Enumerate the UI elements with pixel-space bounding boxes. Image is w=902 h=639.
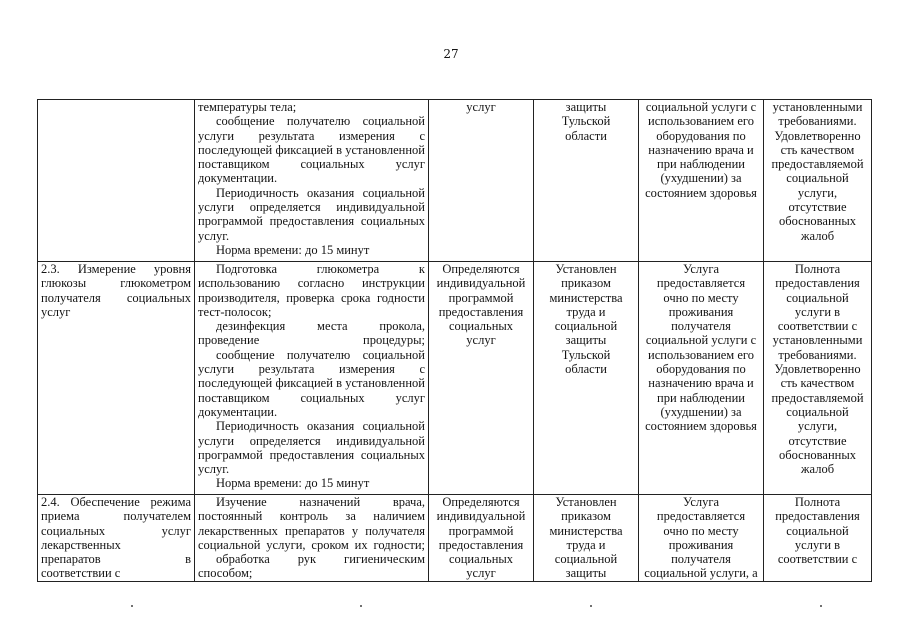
cell-line: приема получателем xyxy=(41,509,191,524)
cell-line: министерства xyxy=(549,290,623,305)
cell-line: социальной xyxy=(554,552,618,567)
scan-dot xyxy=(590,605,592,607)
cell-line: использованием его xyxy=(648,114,754,129)
cell-col2 xyxy=(195,100,429,262)
cell-line: предоставления xyxy=(775,276,860,291)
cell-col1 xyxy=(38,262,195,495)
cell-line: Определяются xyxy=(442,262,520,276)
cell-line: социальной услуги с xyxy=(645,100,757,114)
scan-marks xyxy=(0,605,902,615)
cell-line: получателя xyxy=(671,552,731,567)
cell-line: состоянием здоровья xyxy=(645,419,757,434)
services-table xyxy=(37,99,872,582)
cell-line: обоснованных xyxy=(779,447,856,462)
cell-line: социальной услуги с xyxy=(645,333,757,348)
cell-line: Полнота xyxy=(794,495,841,509)
cell-line: лекарственных xyxy=(41,537,121,552)
cell-line: социальной xyxy=(786,290,849,305)
cell-line: проживания xyxy=(668,537,734,552)
scan-dot xyxy=(820,605,822,607)
cell-col5 xyxy=(639,262,764,495)
cell-line: области xyxy=(565,362,607,377)
cell-col5 xyxy=(639,100,764,262)
cell-line: получателя xyxy=(671,319,731,334)
cell-line: требованиями. xyxy=(778,114,857,129)
cell-line: социальной услуги, а xyxy=(644,566,758,581)
cell-col1 xyxy=(38,495,195,582)
cell-col3 xyxy=(429,100,534,262)
cell-line: программой xyxy=(448,523,514,538)
cell-line: защиты xyxy=(565,333,607,348)
paragraph: температуры тела; xyxy=(198,100,297,114)
cell-line: отсутствие xyxy=(788,433,847,448)
cell-line: министерства xyxy=(549,523,623,538)
cell-line: Определяются xyxy=(442,495,520,509)
table-row xyxy=(38,262,872,495)
cell-line: сть качеством xyxy=(780,376,855,391)
cell-line: глюкозы глюкометром xyxy=(41,276,191,291)
cell-line: предоставления xyxy=(775,509,860,524)
cell-line: установленными xyxy=(772,333,863,348)
cell-line: соответствии с xyxy=(777,319,858,334)
paragraph: сообщение получателю социальной услуги результата измерения с последующей фиксацией в установленной поставщиком социальных услуг документации. xyxy=(198,347,425,419)
cell-line: услуг xyxy=(41,304,71,319)
table-row xyxy=(38,100,872,262)
cell-col3 xyxy=(429,495,534,582)
cell-line: жалоб xyxy=(800,462,835,477)
cell-line: предоставления xyxy=(438,304,524,319)
cell-line: индивидуальной xyxy=(436,509,526,524)
cell-line: труда и xyxy=(566,537,606,552)
cell-col6 xyxy=(764,262,872,495)
cell-line: (ухудшении) за xyxy=(660,171,742,186)
cell-line: Услуга xyxy=(682,262,720,276)
cell-line: Тульской xyxy=(561,347,611,362)
cell-line: защиты xyxy=(565,100,607,114)
paragraph: обработка рук гигиеническим способом; xyxy=(198,552,425,581)
cell-line: услуг xyxy=(466,100,496,114)
cell-line: сть качеством xyxy=(780,142,855,157)
cell-line: социальной xyxy=(554,319,618,334)
cell-line: назначению врача и xyxy=(648,376,754,391)
cell-line: услуг xyxy=(466,566,496,581)
cell-col6 xyxy=(764,495,872,582)
cell-line: оборудования по xyxy=(656,128,746,143)
paragraph: сообщение получателю социальной услуги результата измерения с последующей фиксацией в установленной поставщиком социальных услуг документации. xyxy=(198,114,425,186)
cell-line: индивидуальной xyxy=(436,276,526,291)
cell-line: проживания xyxy=(668,304,734,319)
cell-col4 xyxy=(534,100,639,262)
paragraph: Норма времени: до 15 минут xyxy=(216,242,370,257)
cell-line: (ухудшении) за xyxy=(660,404,742,419)
cell-line: соответствии с xyxy=(777,552,858,567)
cell-line: Удовлетворенно xyxy=(774,362,861,377)
cell-col2 xyxy=(195,495,429,582)
cell-col6 xyxy=(764,100,872,262)
cell-line: предоставляемой xyxy=(771,390,864,405)
cell-line: защиты xyxy=(565,566,607,581)
table-row xyxy=(38,495,872,582)
cell-line: услуг xyxy=(466,333,496,348)
cell-col3 xyxy=(429,262,534,495)
paragraph: Периодичность оказания социальной услуги определяется индивидуальной программой предоставления социальных услуг. xyxy=(198,185,425,243)
cell-col4 xyxy=(534,495,639,582)
cell-line: назначению врача и xyxy=(648,142,754,157)
cell-line: социальной xyxy=(786,523,849,538)
cell-col2 xyxy=(195,262,429,495)
paragraph: Изучение назначений врача, постоянный контроль за наличием лекарственных препаратов у получателя социальной услуги, сроком их годности; xyxy=(198,495,425,552)
cell-line: оборудования по xyxy=(656,362,746,377)
cell-line: соответствии с xyxy=(41,566,121,581)
cell-line: Установлен xyxy=(555,262,617,276)
cell-line: установленными xyxy=(772,100,863,114)
cell-line: 2.3. Измерение уровня xyxy=(41,262,191,276)
cell-line: социальной xyxy=(786,171,849,186)
cell-line: 2.4. Обеспечение режима xyxy=(41,495,191,509)
cell-line: услуги, xyxy=(797,185,838,200)
cell-line: предоставления xyxy=(438,537,524,552)
cell-line: отсутствие xyxy=(788,200,847,215)
cell-line: Полнота xyxy=(794,262,841,276)
cell-line: очно по месту xyxy=(663,523,739,538)
paragraph: дезинфекция места прокола, проведение процедуры; xyxy=(198,319,425,348)
cell-col4 xyxy=(534,262,639,495)
cell-line: Тульской xyxy=(561,114,611,129)
cell-line: социальных xyxy=(448,319,514,334)
cell-line: требованиями. xyxy=(778,347,857,362)
cell-line: предоставляется xyxy=(656,276,746,291)
cell-line: социальных услуг xyxy=(41,523,191,538)
cell-line: жалоб xyxy=(800,228,835,243)
cell-line: Услуга xyxy=(682,495,720,509)
cell-line: труда и xyxy=(566,304,606,319)
cell-line: предоставляется xyxy=(656,509,746,524)
cell-line: предоставляемой xyxy=(771,157,864,172)
cell-col5 xyxy=(639,495,764,582)
cell-col1 xyxy=(38,100,195,262)
cell-line: очно по месту xyxy=(663,290,739,305)
paragraph: Периодичность оказания социальной услуги определяется индивидуальной программой предоставления социальных услуг. xyxy=(198,419,425,477)
cell-line: получателя социальных xyxy=(41,290,191,305)
paragraph: Норма времени: до 15 минут xyxy=(216,476,370,491)
cell-line: услуги в xyxy=(794,537,841,552)
cell-line: приказом xyxy=(561,509,611,524)
scan-dot xyxy=(360,605,362,607)
cell-line: программой xyxy=(448,290,514,305)
cell-line: препаратов в xyxy=(41,552,191,567)
cell-line: услуги в xyxy=(794,304,841,319)
page-number: 27 xyxy=(443,47,459,61)
cell-line: при наблюдении xyxy=(657,157,745,172)
cell-line: Удовлетворенно xyxy=(774,128,861,143)
cell-line: Установлен xyxy=(555,495,617,509)
cell-line: состоянием здоровья xyxy=(645,185,757,200)
cell-line: при наблюдении xyxy=(657,390,745,405)
paragraph: Подготовка глюкометра к использованию согласно инструкции производителя, проверка срока годности тест-полосок; xyxy=(198,262,425,319)
cell-line: области xyxy=(565,128,607,143)
cell-line: приказом xyxy=(561,276,611,291)
cell-line: услуги, xyxy=(797,419,838,434)
cell-line: обоснованных xyxy=(779,214,856,229)
cell-line: социальных xyxy=(448,552,514,567)
table-body xyxy=(38,100,872,582)
cell-line: использованием его xyxy=(648,347,754,362)
cell-line: социальной xyxy=(786,404,849,419)
scan-dot xyxy=(131,605,133,607)
